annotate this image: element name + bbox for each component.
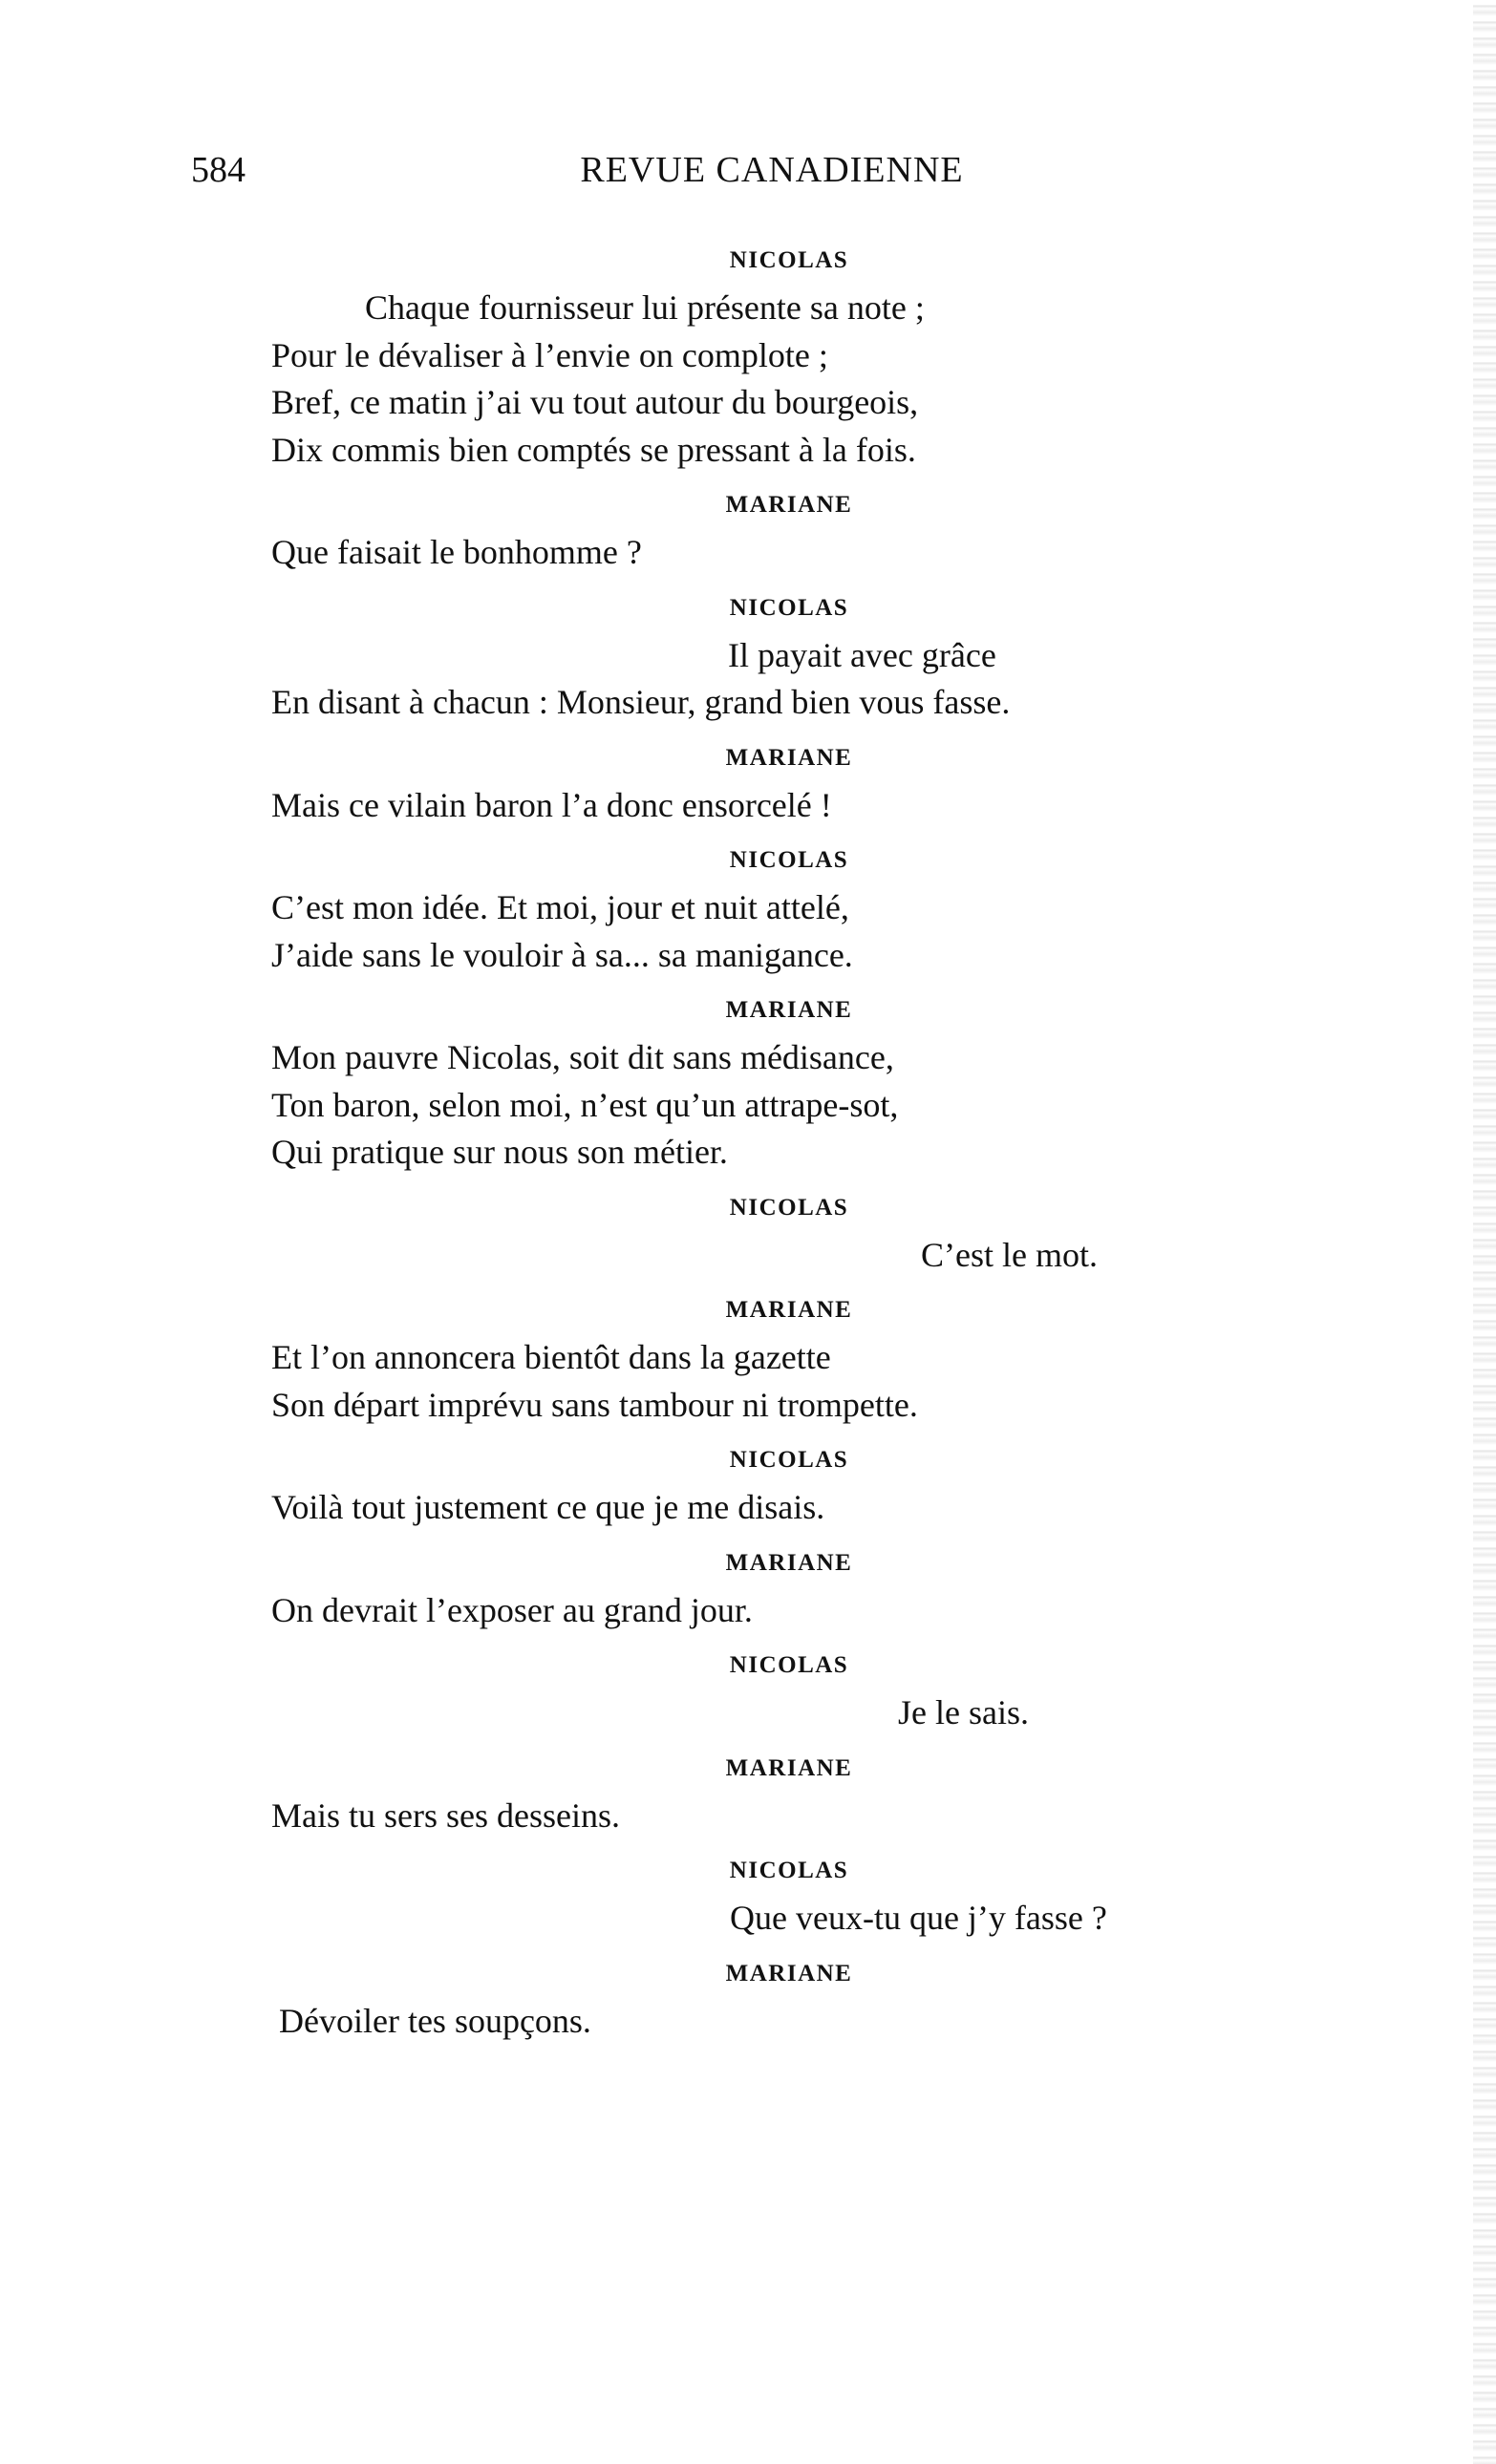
speaker-name: MARIANE (725, 744, 853, 771)
speaker-name: MARIANE (725, 1960, 853, 1986)
verse-line: Qui pratique sur nous son métier. (271, 1133, 728, 1171)
speaker-name: MARIANE (725, 997, 853, 1023)
verse-line: Il payait avec grâce (728, 635, 996, 674)
speaker-name: NICOLAS (729, 1652, 849, 1678)
verse-line: En disant à chacun : Monsieur, grand bien vous fasse. (271, 683, 1011, 721)
speech (271, 246, 1246, 474)
speech (271, 1857, 1246, 1943)
running-head: REVUE CANADIENNE (580, 150, 964, 190)
page-number: 584 (191, 150, 246, 190)
verse-line: Voilà tout justement ce que je me disais. (271, 1488, 825, 1526)
verse-line: Dix commis bien comptés se pressant à la fois. (271, 430, 916, 469)
page-header (0, 143, 1496, 201)
speech (271, 1296, 1246, 1429)
speaker-name: NICOLAS (729, 1194, 849, 1221)
speech (271, 594, 1246, 727)
speaker-name: NICOLAS (729, 1858, 849, 1883)
verse-line: Mais ce vilain baron l’a donc ensorcelé ! (271, 785, 832, 824)
verse-line: Bref, ce matin j’ai vu tout autour du bourgeois, (271, 383, 919, 421)
speaker-name: MARIANE (725, 1549, 853, 1576)
verse-line: Je le sais. (898, 1693, 1029, 1731)
verse-line: Mais tu sers ses desseins. (271, 1795, 620, 1835)
verse-line: Que veux-tu que j’y fasse ? (730, 1899, 1107, 1937)
speech (271, 1960, 1246, 2046)
verse-line: Ton baron, selon moi, n’est qu’un attrape-sot, (271, 1085, 899, 1124)
speaker-name: NICOLAS (729, 247, 849, 273)
speaker-name: NICOLAS (729, 594, 849, 621)
verse-line: Que faisait le bonhomme ? (271, 533, 642, 571)
speaker-name: NICOLAS (729, 847, 849, 873)
page-edge-scan-noise (1473, 0, 1496, 2464)
speaker-name: MARIANE (725, 1754, 853, 1781)
verse-line: Dévoiler tes soupçons. (279, 2001, 591, 2040)
speech (271, 1651, 1246, 1737)
verse-line: C’est le mot. (921, 1235, 1098, 1274)
speech (271, 1446, 1246, 1532)
verse-line: Et l’on annoncera bientôt dans la gazette (271, 1338, 831, 1376)
verse-line: C’est mon idée. Et moi, jour et nuit attelé, (271, 888, 849, 926)
verse-line: Pour le dévaliser à l’envie on complote ; (271, 335, 828, 374)
speech (271, 1549, 1246, 1635)
verse-line: Chaque fournisseur lui présente sa note ; (365, 288, 925, 327)
speech (271, 1754, 1246, 1840)
speech (271, 996, 1246, 1177)
verse-line: Son départ imprévu sans tambour ni trompette. (271, 1385, 918, 1424)
speech (271, 1194, 1246, 1280)
speech (271, 491, 1246, 577)
verse-line: J’aide sans le vouloir à sa... sa manigance. (271, 935, 853, 974)
speaker-name: MARIANE (725, 1297, 853, 1323)
verse-line: On devrait l’exposer au grand jour. (271, 1590, 753, 1629)
speech (271, 744, 1246, 830)
speaker-name: NICOLAS (729, 1447, 849, 1473)
speaker-name: MARIANE (725, 492, 853, 518)
play-dialogue (271, 246, 1246, 2045)
verse-line: Mon pauvre Nicolas, soit dit sans médisance, (271, 1038, 894, 1076)
speech (271, 846, 1246, 979)
